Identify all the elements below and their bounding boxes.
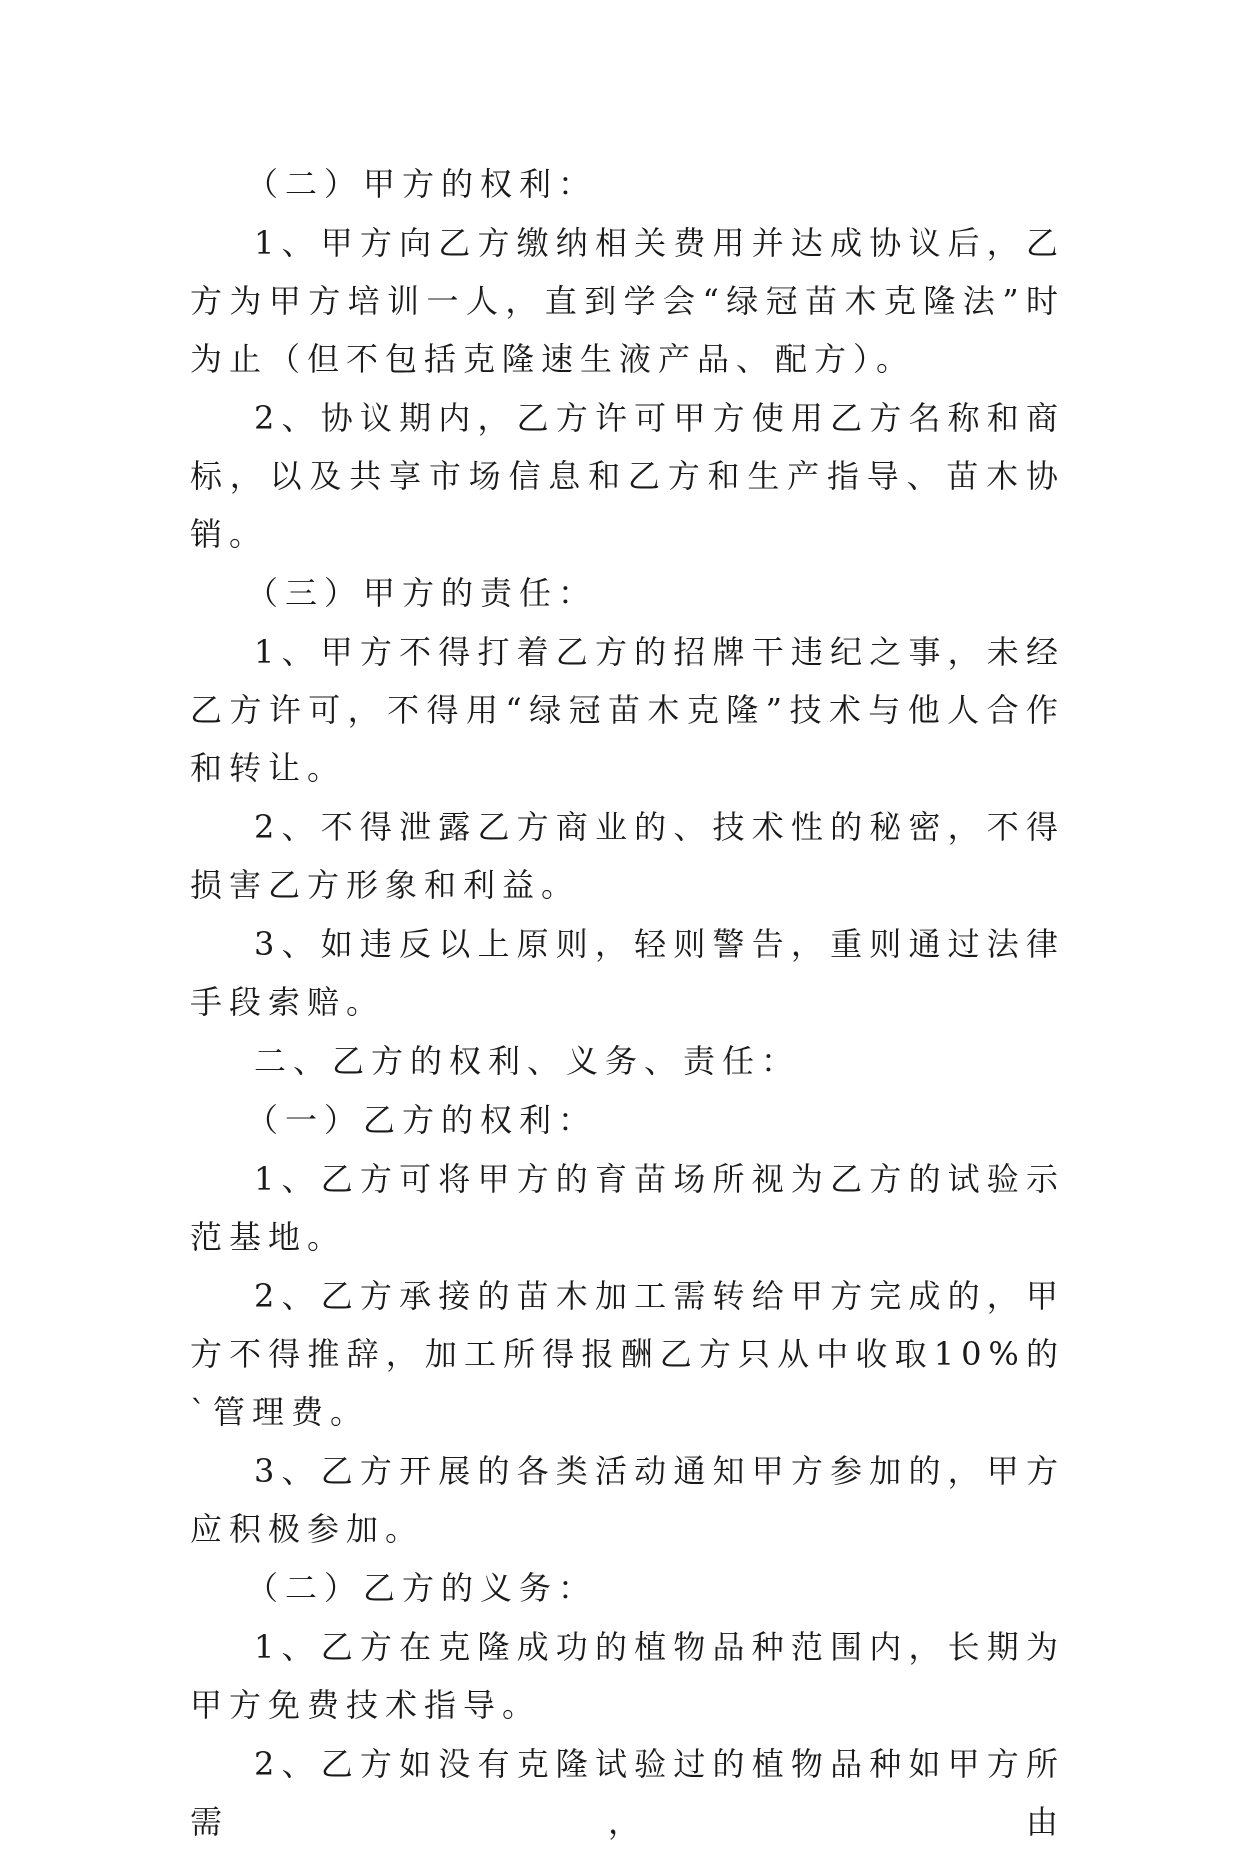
document-body	[190, 155, 1065, 1852]
party-a-rights-clause-2: 2、协议期内，乙方许可甲方使用乙方名称和商标，以及共享市场信息和乙方和生产指导、苗木协销。	[190, 399, 1065, 553]
party-b-obligations-clause-2: 2、乙方如没有克隆试验过的植物品种如甲方所需，由	[190, 1745, 1065, 1841]
party-b-rights-clause-2: 2、乙方承接的苗木加工需转给甲方完成的，甲方不得推辞，加工所得报酬乙方只从中收取10%的`管理费。	[190, 1277, 1065, 1431]
party-a-duties-clause-3: 3、如违反以上原则，轻则警告，重则通过法律手段索赔。	[190, 925, 1065, 1021]
party-b-obligations-clause-1: 1、乙方在克隆成功的植物品种范围内，长期为甲方免费技术指导。	[190, 1628, 1065, 1724]
party-a-duties-heading: （三）甲方的责任：	[246, 574, 598, 612]
party-b-section-heading: 二、乙方的权利、义务、责任：	[254, 1042, 801, 1080]
party-b-obligations-heading: （二）乙方的义务：	[246, 1569, 598, 1607]
party-a-duties-clause-1: 1、甲方不得打着乙方的招牌干违纪之事，未经乙方许可，不得用“绿冠苗木克隆”技术与他人合作和转让。	[190, 633, 1065, 787]
party-a-rights-clause-1: 1、甲方向乙方缴纳相关费用并达成协议后，乙方为甲方培训一人，直到学会“绿冠苗木克隆法”时为止（但不包括克隆速生液产品、配方）。	[190, 224, 1065, 378]
party-b-rights-clause-1: 1、乙方可将甲方的育苗场所视为乙方的试验示范基地。	[190, 1160, 1065, 1256]
party-b-rights-heading: （一）乙方的权利：	[246, 1101, 598, 1139]
party-a-rights-heading: （二）甲方的权利：	[246, 165, 598, 203]
party-a-duties-clause-2: 2、不得泄露乙方商业的、技术性的秘密，不得损害乙方形象和利益。	[190, 808, 1065, 904]
party-b-rights-clause-3: 3、乙方开展的各类活动通知甲方参加的，甲方应积极参加。	[190, 1452, 1065, 1548]
